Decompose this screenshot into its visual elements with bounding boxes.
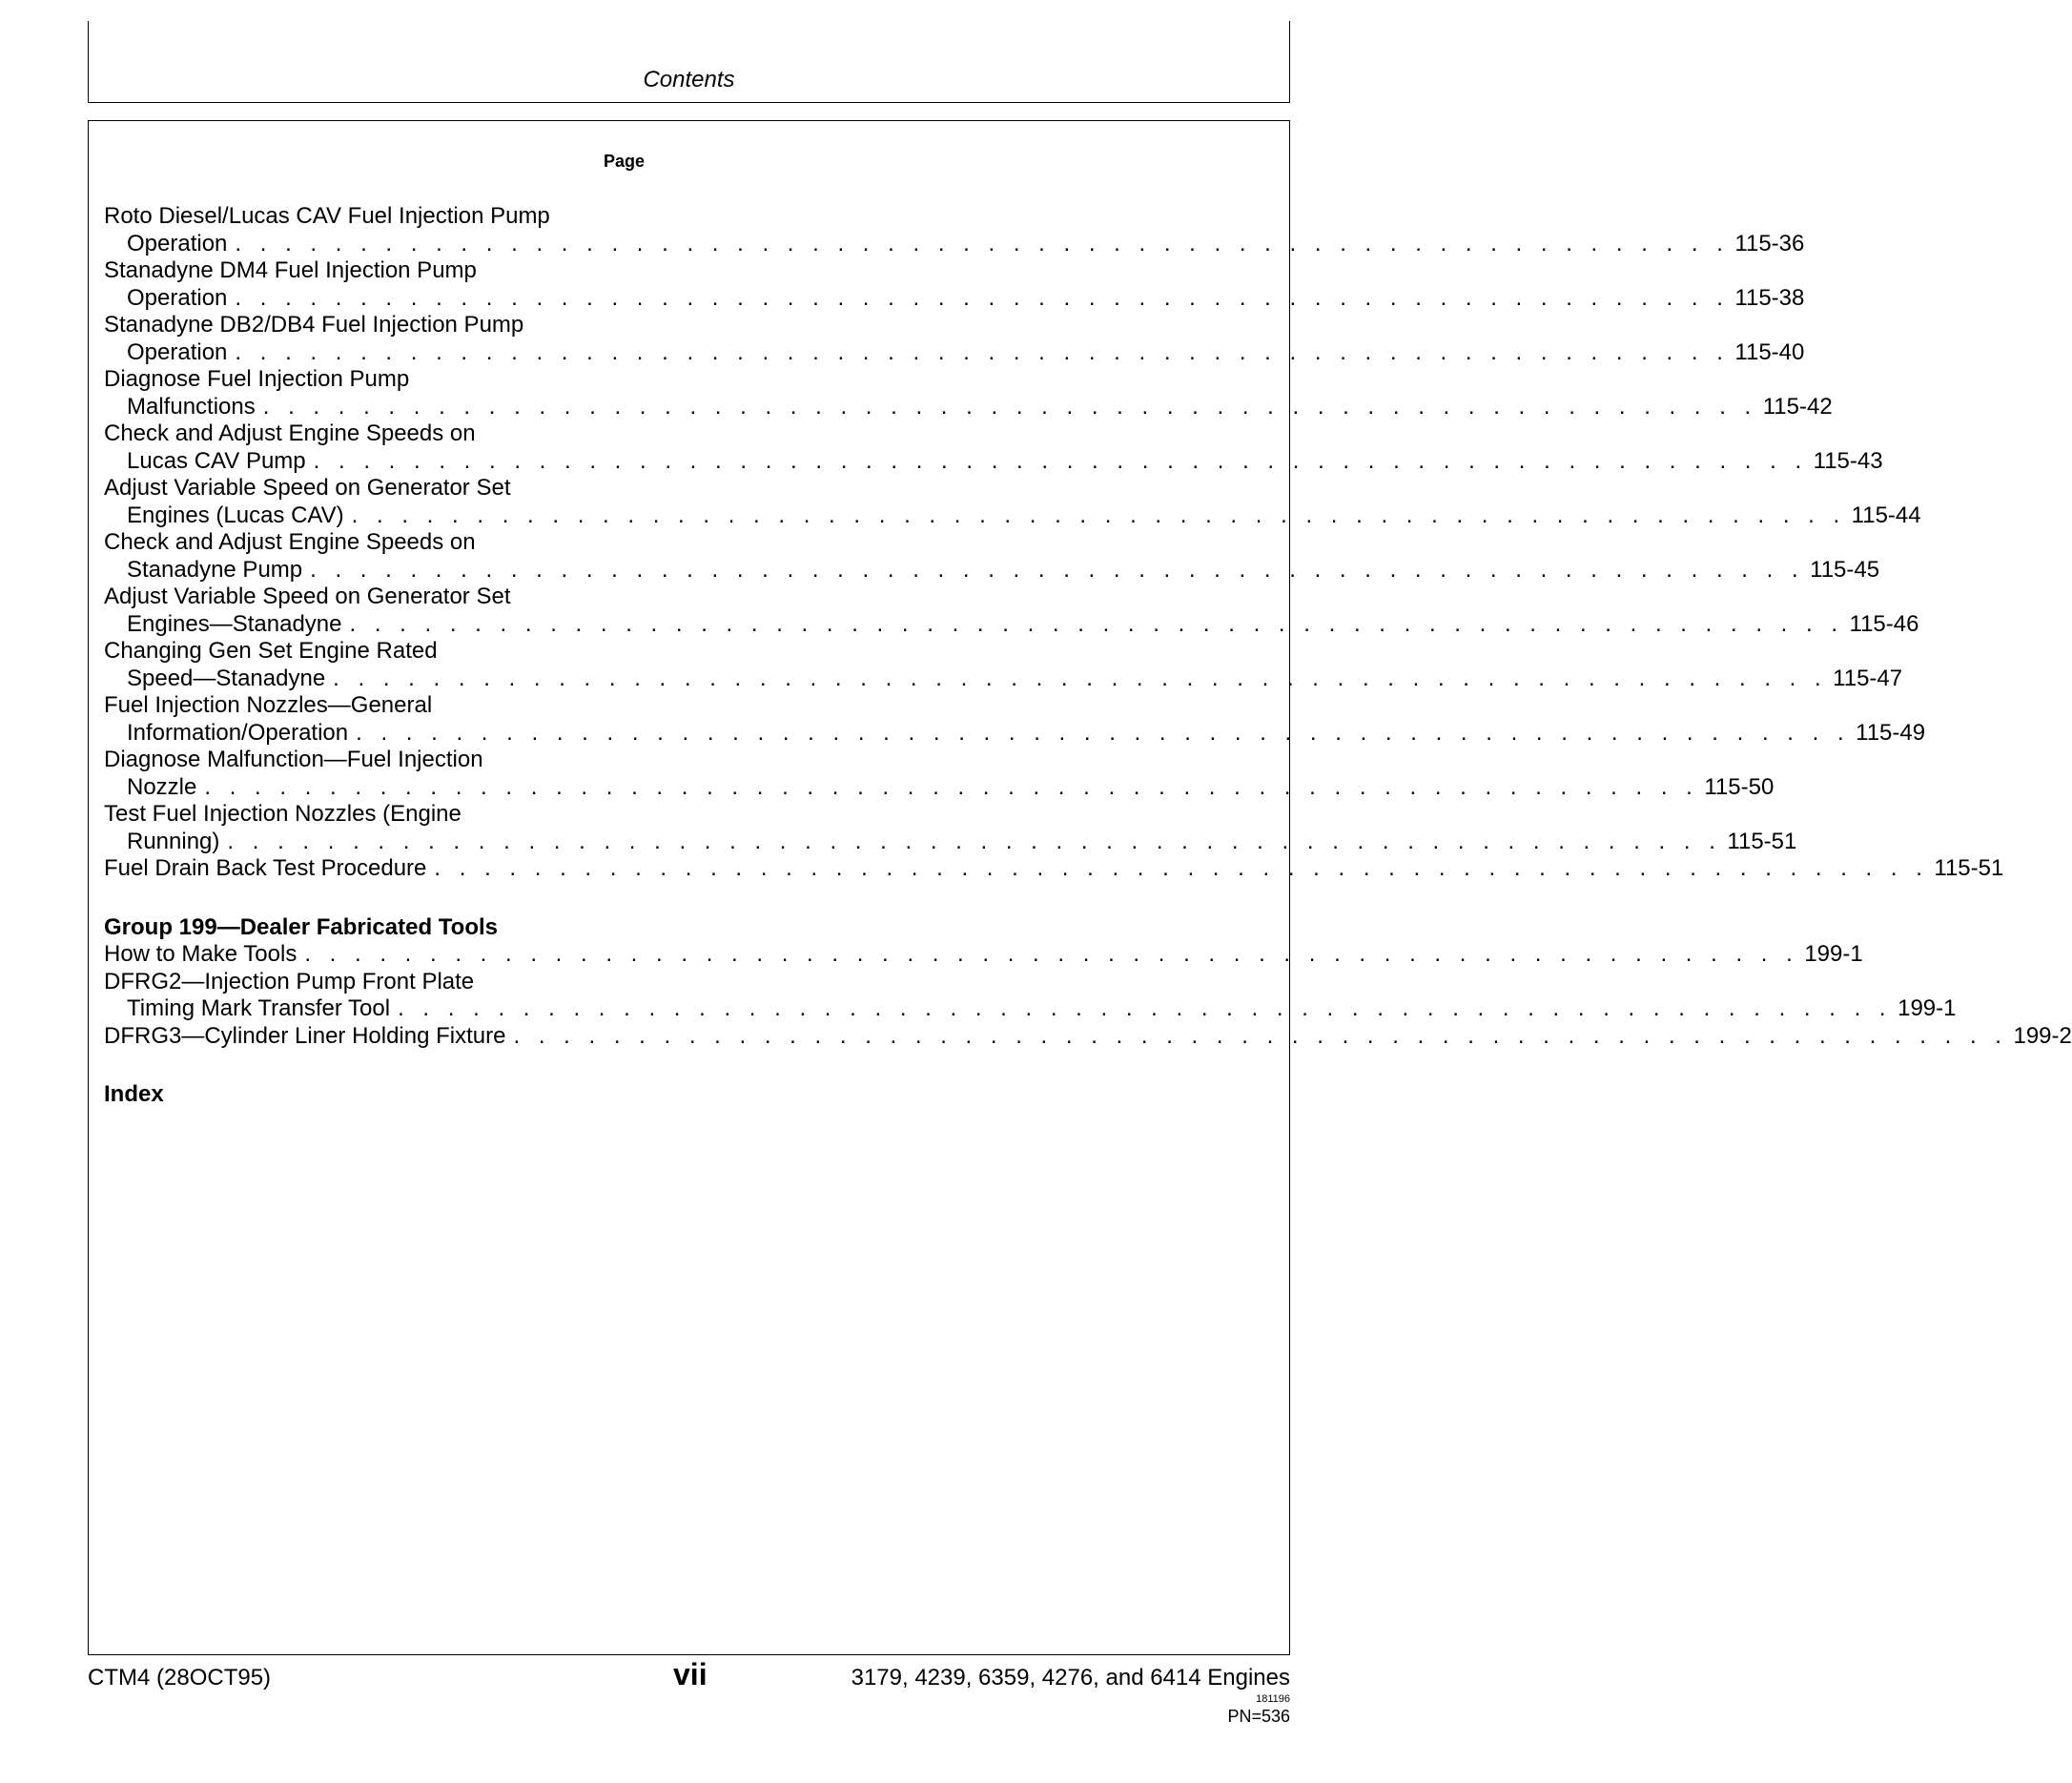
toc-entry-title: Operation — [127, 338, 228, 365]
toc-entry[interactable] — [104, 801, 1797, 855]
toc-entry-page: 115-40 — [1734, 338, 1805, 365]
toc-entry-page: 115-51 — [1727, 828, 1797, 854]
dot-leader: . . . . . . . . . . . . . . . . . . . . . . . . . . . . . . . . . . . . . . . . . . . . . . . . . . . . . . . . . . . . — [313, 447, 1808, 474]
toc-entry-title: Check and Adjust Engine Speeds on — [104, 420, 476, 446]
dot-leader: . . . . . . . . . . . . . . . . . . . . . . . . . . . . . . . . . . . . . . . . . . . . . . . . . . . . . . . . . . . . — [310, 556, 1805, 583]
page-column-heading: Page — [603, 152, 645, 171]
toc-entry-title: Stanadyne Pump — [127, 556, 303, 583]
toc-entry-title: Nozzle — [127, 773, 197, 800]
toc-entry-title: Adjust Variable Speed on Generator Set — [104, 584, 511, 609]
toc-entry[interactable] — [104, 312, 1805, 366]
toc-entry[interactable] — [104, 941, 1863, 969]
toc-entry-title: Timing Mark Transfer Tool — [127, 995, 391, 1021]
toc-entry-page: 199-1 — [1898, 995, 1957, 1021]
toc-entry-page: 115-44 — [1851, 502, 1921, 528]
toc-list-a — [104, 203, 2004, 883]
toc-entry-title: Operation — [127, 284, 228, 311]
table-of-contents — [104, 152, 2072, 1109]
toc-entry[interactable] — [104, 584, 1919, 638]
toc-entry-page: 199-2 — [2013, 1022, 2072, 1049]
toc-entry[interactable] — [104, 529, 1880, 584]
toc-entry[interactable] — [104, 692, 1926, 747]
toc-entry-title: Engines—Stanadyne — [127, 610, 342, 637]
dot-leader: . . . . . . . . . . . . . . . . . . . . . . . . . . . . . . . . . . . . . . . . . . . . . . . . . . . . . . . . . . . . — [235, 230, 1730, 256]
toc-entry[interactable] — [104, 257, 1805, 312]
toc-list-group-199 — [104, 941, 2072, 1050]
toc-entry-title: Running) — [127, 828, 220, 854]
toc-entry[interactable] — [104, 420, 1883, 475]
toc-entry-page: 115-46 — [1849, 610, 1919, 637]
toc-entry[interactable] — [104, 366, 1833, 420]
toc-entry-title: DFRG3—Cylinder Liner Holding Fixture — [104, 1022, 506, 1049]
toc-entry-title: DFRG2—Injection Pump Front Plate — [104, 968, 475, 994]
footer-pn: PN=536 — [1227, 1707, 1290, 1726]
toc-entry[interactable] — [104, 968, 1957, 1023]
toc-entry-page: 115-36 — [1734, 230, 1805, 256]
toc-entry-title: Test Fuel Injection Nozzles (Engine — [104, 801, 462, 827]
toc-entry-page: 115-43 — [1813, 447, 1883, 474]
toc-entry-title: Stanadyne DM4 Fuel Injection Pump — [104, 257, 477, 283]
toc-entry-page: 115-50 — [1704, 773, 1775, 800]
toc-entry-title: Changing Gen Set Engine Rated — [104, 638, 438, 664]
toc-entry-title: How to Make Tools — [104, 941, 297, 967]
toc-entry-title: Adjust Variable Speed on Generator Set — [104, 475, 511, 501]
group-heading: Group 199—Dealer Fabricated Tools — [104, 913, 499, 940]
dot-leader: . . . . . . . . . . . . . . . . . . . . . . . . . . . . . . . . . . . . . . . . . . . . . . . . . . . . . . . . . . . . — [227, 828, 1722, 854]
dot-leader: . . . . . . . . . . . . . . . . . . . . . . . . . . . . . . . . . . . . . . . . . . . . . . . . . . . . . . . . . . . . — [204, 773, 1699, 800]
page-header — [88, 21, 1290, 103]
index-heading: Index — [104, 1081, 164, 1107]
dot-leader: . . . . . . . . . . . . . . . . . . . . . . . . . . . . . . . . . . . . . . . . . . . . . . . . . . . . . . . . . . . . — [262, 393, 1757, 420]
dot-leader: . . . . . . . . . . . . . . . . . . . . . . . . . . . . . . . . . . . . . . . . . . . . . . . . . . . . . . . . . . . . — [398, 995, 1893, 1021]
toc-entry[interactable] — [104, 1022, 2072, 1051]
toc-entry-page: 115-51 — [1934, 855, 2004, 881]
toc-entry[interactable] — [104, 747, 1775, 801]
toc-entry[interactable] — [104, 855, 2004, 883]
toc-entry-title: Diagnose Fuel Injection Pump — [104, 366, 410, 392]
dot-leader: . . . . . . . . . . . . . . . . . . . . . . . . . . . . . . . . . . . . . . . . . . . . . . . . . . . . . . . . . . . . — [356, 719, 1851, 746]
header-title: Contents — [643, 67, 735, 92]
dot-leader: . . . . . . . . . . . . . . . . . . . . . . . . . . . . . . . . . . . . . . . . . . . . . . . . . . . . . . . . . . . . — [349, 610, 1844, 637]
toc-entry-page: 115-45 — [1810, 556, 1880, 583]
toc-entry-page: 115-42 — [1762, 393, 1833, 420]
contents-panel — [88, 120, 2072, 1655]
dot-leader: . . . . . . . . . . . . . . . . . . . . . . . . . . . . . . . . . . . . . . . . . . . . . . . . . . . . . . . . . . . . — [351, 502, 1846, 528]
toc-entry-title: Malfunctions — [127, 393, 256, 420]
toc-entry-title: Fuel Drain Back Test Procedure — [104, 855, 427, 881]
toc-entry[interactable] — [104, 203, 1805, 257]
toc-entry-title: Operation — [127, 230, 228, 256]
toc-entry-page: 115-49 — [1856, 719, 1926, 746]
toc-entry-title: Fuel Injection Nozzles—General — [104, 692, 433, 718]
toc-entry[interactable] — [104, 475, 1921, 529]
toc-entry-title: Information/Operation — [127, 719, 349, 746]
footer-engines: 3179, 4239, 6359, 4276, and 6414 Engines — [851, 1665, 1290, 1691]
toc-entry[interactable] — [104, 638, 1903, 692]
dot-leader: . . . . . . . . . . . . . . . . . . . . . . . . . . . . . . . . . . . . . . . . . . . . . . . . . . . . . . . . . . . . — [235, 338, 1730, 365]
footer-page-number: vii — [673, 1657, 708, 1691]
footer-doc-id: CTM4 (28OCT95) — [88, 1665, 272, 1691]
toc-entry-title: Roto Diesel/Lucas CAV Fuel Injection Pump — [104, 203, 550, 229]
dot-leader: . . . . . . . . . . . . . . . . . . . . . . . . . . . . . . . . . . . . . . . . . . . . . . . . . . . . . . . . . . . . — [434, 855, 1929, 881]
toc-entry-page: 115-47 — [1833, 665, 1903, 691]
toc-entry-title: Engines (Lucas CAV) — [127, 502, 344, 528]
toc-entry-title: Stanadyne DB2/DB4 Fuel Injection Pump — [104, 312, 524, 338]
dot-leader: . . . . . . . . . . . . . . . . . . . . . . . . . . . . . . . . . . . . . . . . . . . . . . . . . . . . . . . . . . . . — [513, 1022, 2008, 1049]
toc-entry-page: 199-1 — [1804, 941, 1863, 967]
footer-code: 181196 — [1256, 1693, 1290, 1705]
toc-entry-page: 115-38 — [1734, 284, 1805, 311]
toc-entry-title: Speed—Stanadyne — [127, 665, 326, 691]
dot-leader: . . . . . . . . . . . . . . . . . . . . . . . . . . . . . . . . . . . . . . . . . . . . . . . . . . . . . . . . . . . . — [304, 941, 1799, 967]
toc-entry-title: Check and Adjust Engine Speeds on — [104, 529, 476, 555]
dot-leader: . . . . . . . . . . . . . . . . . . . . . . . . . . . . . . . . . . . . . . . . . . . . . . . . . . . . . . . . . . . . — [333, 665, 1828, 691]
dot-leader: . . . . . . . . . . . . . . . . . . . . . . . . . . . . . . . . . . . . . . . . . . . . . . . . . . . . . . . . . . . . — [235, 284, 1730, 311]
toc-entry-title: Lucas CAV Pump — [127, 447, 306, 474]
toc-entry-title: Diagnose Malfunction—Fuel Injection — [104, 747, 483, 772]
